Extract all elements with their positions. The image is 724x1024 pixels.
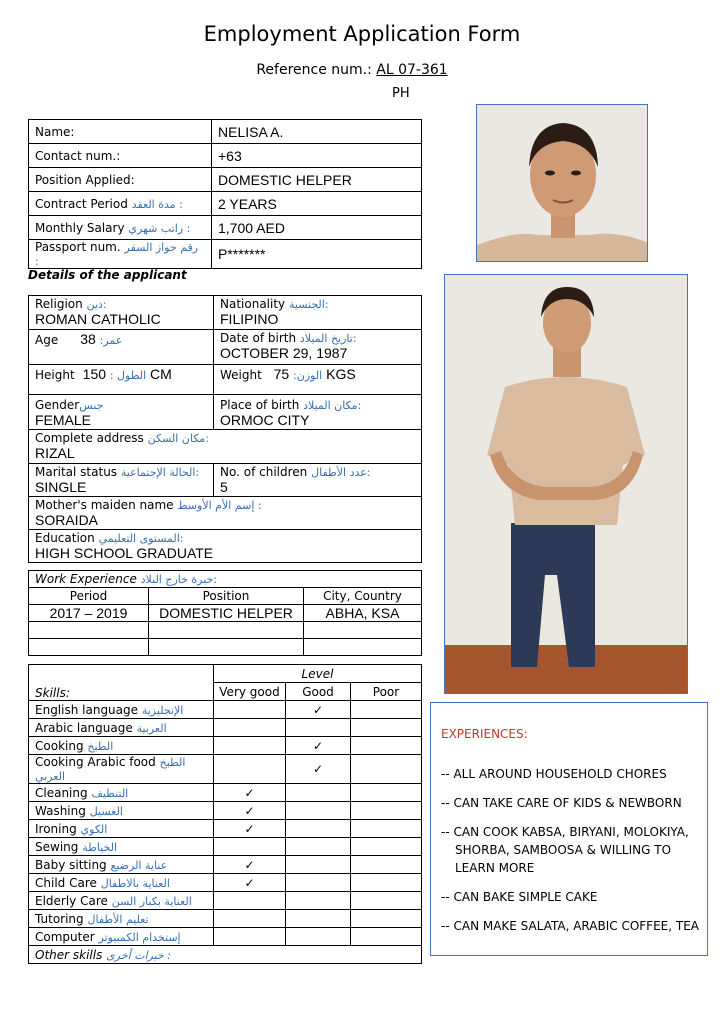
personal-info-table xyxy=(28,119,422,269)
skill-level-cell xyxy=(351,856,422,874)
experience-item: -- CAN BAKE SIMPLE CAKE xyxy=(441,890,598,904)
check-icon: ✓ xyxy=(312,738,324,753)
table-row xyxy=(29,330,422,365)
contact-label xyxy=(29,144,212,168)
skill-name-ar: التنظيف xyxy=(91,786,129,800)
work-header-text: Work Experience xyxy=(35,572,137,586)
skill-name-text: Arabic language xyxy=(35,720,133,735)
skill-name xyxy=(29,802,214,820)
gender-label: Gender xyxy=(35,398,80,412)
height-cell xyxy=(29,365,214,395)
skill-level-cell xyxy=(214,874,286,892)
experience-item: -- ALL AROUND HOUSEHOLD CHORES xyxy=(441,767,667,781)
table-row xyxy=(29,365,422,395)
skill-row xyxy=(29,838,422,856)
table-row xyxy=(29,430,422,464)
skill-level-cell xyxy=(351,838,422,856)
passport-label-ar: رقم جواز السفر : xyxy=(35,241,199,268)
age-label: Age xyxy=(35,333,59,347)
contract-label xyxy=(29,192,212,216)
other-skills-label: Other skills xyxy=(35,947,103,962)
skill-name-text: Washing xyxy=(35,803,86,818)
weight-label-ar: الوزن: xyxy=(293,369,323,382)
work-header xyxy=(29,571,422,588)
weight-label: Weight xyxy=(220,368,262,382)
skill-name-ar: الغسيل xyxy=(89,804,123,818)
age-value: 38 xyxy=(80,331,96,347)
table-row xyxy=(29,144,422,168)
skill-level-cell xyxy=(351,701,422,719)
country-code: PH xyxy=(392,86,410,101)
age-label-ar: عمر: xyxy=(99,334,123,347)
experiences-title: EXPERIENCES: xyxy=(441,727,528,741)
poor-header: Poor xyxy=(351,683,422,701)
religion-cell xyxy=(29,296,214,330)
skill-name xyxy=(29,820,214,838)
skill-row xyxy=(29,856,422,874)
age-cell xyxy=(29,330,214,365)
maiden-cell xyxy=(29,497,422,530)
table-row xyxy=(29,120,422,144)
experience-item: -- CAN MAKE SALATA, ARABIC COFFEE, TEA xyxy=(441,919,699,933)
table-row xyxy=(29,571,422,588)
good-header: Good xyxy=(286,683,351,701)
skill-level-cell xyxy=(286,910,351,928)
position-label xyxy=(29,168,212,192)
skill-name-ar: عناية الرضيع xyxy=(110,858,168,872)
address-label: Complete address xyxy=(35,431,144,445)
experiences-list xyxy=(441,765,699,935)
skill-level-cell xyxy=(214,928,286,946)
skill-row xyxy=(29,802,422,820)
nationality-value: FILIPINO xyxy=(220,311,279,327)
work-period: 2017 – 2019 xyxy=(29,605,149,622)
very-good-header: Very good xyxy=(214,683,286,701)
skill-name-ar: الخياطة xyxy=(82,840,118,854)
salary-label-text: Monthly Salary xyxy=(35,220,125,235)
table-row xyxy=(29,216,422,240)
children-cell xyxy=(214,464,422,497)
skill-level-cell xyxy=(214,784,286,802)
position-value: DOMESTIC HELPER xyxy=(212,168,422,192)
empty-cell xyxy=(304,639,422,656)
passport-label xyxy=(29,240,212,269)
address-cell xyxy=(29,430,422,464)
salary-label-ar: راتب شهري : xyxy=(128,221,191,235)
table-row xyxy=(29,530,422,563)
work-experience-table xyxy=(28,570,422,656)
passport-value: P******* xyxy=(212,240,422,269)
skill-level-cell xyxy=(351,755,422,784)
skill-name-ar: العناية بكبار السن xyxy=(111,894,192,908)
skill-level-cell xyxy=(351,784,422,802)
skill-level-cell xyxy=(286,737,351,755)
dob-cell xyxy=(214,330,422,365)
skill-level-cell xyxy=(351,874,422,892)
skill-row xyxy=(29,784,422,802)
table-row xyxy=(29,605,422,622)
dob-label: Date of birth xyxy=(220,331,297,345)
skill-name-text: Ironing xyxy=(35,821,77,836)
pob-label: Place of birth xyxy=(220,398,300,412)
skill-level-cell xyxy=(286,838,351,856)
dob-value: OCTOBER 29, 1987 xyxy=(220,345,348,361)
table-row xyxy=(29,639,422,656)
table-row xyxy=(29,665,422,683)
salary-label xyxy=(29,216,212,240)
skill-level-cell xyxy=(351,802,422,820)
skill-name-text: Tutoring xyxy=(35,911,84,926)
skill-name xyxy=(29,838,214,856)
empty-cell xyxy=(29,622,149,639)
skill-name xyxy=(29,755,214,784)
work-position: DOMESTIC HELPER xyxy=(149,605,304,622)
skill-level-cell xyxy=(286,892,351,910)
table-row xyxy=(29,464,422,497)
skill-level-cell xyxy=(214,856,286,874)
height-label-ar: الطول : xyxy=(109,369,147,382)
check-icon: ✓ xyxy=(312,762,324,776)
experience-item: -- CAN TAKE CARE OF KIDS & NEWBORN xyxy=(441,796,682,810)
skill-row xyxy=(29,820,422,838)
skill-row xyxy=(29,701,422,719)
skill-name-text: Cooking xyxy=(35,738,84,753)
empty-cell xyxy=(149,622,304,639)
position-label-text: Position Applied: xyxy=(35,172,135,187)
pob-cell xyxy=(214,395,422,430)
skill-name-ar: إستخدام الكمبيوتر xyxy=(98,930,181,944)
skill-level-cell xyxy=(214,737,286,755)
contract-value: 2 YEARS xyxy=(212,192,422,216)
experience-item: -- CAN COOK KABSA, BIRYANI, MOLOKIYA, SHORBA, SAMBOOSA & WILLING TO LEARN MORE xyxy=(441,825,689,875)
skill-name xyxy=(29,856,214,874)
maiden-value: SORAIDA xyxy=(35,512,99,528)
height-label: Height xyxy=(35,368,75,382)
skill-level-cell xyxy=(214,802,286,820)
reference-line xyxy=(0,62,704,78)
skill-name xyxy=(29,874,214,892)
contact-value: +63 xyxy=(212,144,422,168)
name-label-text: Name: xyxy=(35,124,75,139)
skill-name xyxy=(29,701,214,719)
marital-label-ar: الحالة الإجتماعية: xyxy=(120,466,200,479)
skill-level-cell xyxy=(286,820,351,838)
skill-level-cell xyxy=(214,820,286,838)
skill-name xyxy=(29,737,214,755)
education-label: Education xyxy=(35,531,95,545)
position-header: Position xyxy=(149,588,304,605)
address-value: RIZAL xyxy=(35,445,75,461)
height-value: 150 CM xyxy=(82,366,172,382)
skill-name-ar: الإنجليزية xyxy=(141,703,184,717)
skill-level-cell xyxy=(286,755,351,784)
skill-name-ar: الكوي xyxy=(80,822,108,836)
skill-name-text: Child Care xyxy=(35,875,97,890)
skill-level-cell xyxy=(351,910,422,928)
skill-level-cell xyxy=(351,737,422,755)
experiences-box xyxy=(430,702,708,956)
empty-cell xyxy=(304,622,422,639)
skill-name xyxy=(29,784,214,802)
contract-label-ar: مدة العقد : xyxy=(131,197,183,211)
headshot-illustration xyxy=(477,105,648,262)
applicant-details-table xyxy=(28,295,422,563)
skill-level-cell xyxy=(214,701,286,719)
skill-row xyxy=(29,928,422,946)
name-label xyxy=(29,120,212,144)
maiden-label: Mother's maiden name xyxy=(35,498,174,512)
other-skills-label-ar: خبرات أخرى : xyxy=(106,948,172,962)
pob-label-ar: مكان الميلاد: xyxy=(303,399,362,412)
skill-level-cell xyxy=(286,701,351,719)
reference-number: AL 07-361 xyxy=(376,62,448,78)
details-heading: Details of the applicant xyxy=(28,268,187,282)
skill-level-cell xyxy=(214,719,286,737)
reference-label: Reference num.: xyxy=(256,62,372,78)
check-icon: ✓ xyxy=(244,821,255,836)
skill-row xyxy=(29,874,422,892)
children-value: 5 xyxy=(220,479,228,495)
skill-name-text: Sewing xyxy=(35,839,79,854)
skill-row xyxy=(29,892,422,910)
check-icon: ✓ xyxy=(244,803,255,818)
check-icon: ✓ xyxy=(244,875,255,890)
skill-name xyxy=(29,719,214,737)
religion-value: ROMAN CATHOLIC xyxy=(35,311,161,327)
skill-row xyxy=(29,737,422,755)
work-location: ABHA, KSA xyxy=(304,605,422,622)
table-row xyxy=(29,192,422,216)
skill-name-ar: العناية بالاطفال xyxy=(100,876,170,890)
location-header: City, Country xyxy=(304,588,422,605)
education-value: HIGH SCHOOL GRADUATE xyxy=(35,545,214,561)
skill-name xyxy=(29,910,214,928)
skill-name-text: Elderly Care xyxy=(35,893,108,908)
headshot-photo xyxy=(476,104,648,262)
education-cell xyxy=(29,530,422,563)
period-header: Period xyxy=(29,588,149,605)
skill-row xyxy=(29,755,422,784)
pob-value: ORMOC CITY xyxy=(220,412,310,428)
contact-label-text: Contact num.: xyxy=(35,148,121,163)
skill-name xyxy=(29,928,214,946)
nationality-cell xyxy=(214,296,422,330)
passport-label-text: Passport num. xyxy=(35,240,121,254)
skill-level-cell xyxy=(351,928,422,946)
religion-label-ar: دين: xyxy=(86,298,107,311)
empty-cell xyxy=(149,639,304,656)
skill-level-cell xyxy=(214,892,286,910)
full-body-illustration xyxy=(445,275,688,694)
form-title: Employment Application Form xyxy=(203,22,521,46)
skill-name-ar: العربية xyxy=(136,721,167,735)
skill-row xyxy=(29,910,422,928)
nationality-label: Nationality xyxy=(220,297,286,311)
gender-cell xyxy=(29,395,214,430)
other-skills-row xyxy=(29,946,422,964)
skill-name-text: Computer xyxy=(35,929,95,944)
table-row xyxy=(29,296,422,330)
skill-name-text: English language xyxy=(35,702,139,717)
check-icon: ✓ xyxy=(244,785,255,800)
check-icon: ✓ xyxy=(244,857,255,872)
table-row xyxy=(29,395,422,430)
skill-name xyxy=(29,892,214,910)
nationality-label-ar: الجنسية: xyxy=(288,298,329,311)
full-body-photo xyxy=(444,274,688,694)
other-skills-cell xyxy=(29,946,422,964)
skill-level-cell xyxy=(286,802,351,820)
children-label: No. of children xyxy=(220,465,308,479)
children-label-ar: عدد الأطفال: xyxy=(311,466,371,479)
empty-cell xyxy=(29,639,149,656)
skill-level-cell xyxy=(351,892,422,910)
skills-table xyxy=(28,664,422,964)
level-label: Level xyxy=(214,665,422,683)
salary-value: 1,700 AED xyxy=(212,216,422,240)
skill-level-cell xyxy=(351,820,422,838)
skill-level-cell xyxy=(214,755,286,784)
marital-label: Marital status xyxy=(35,465,118,479)
skill-name-ar: الطبخ العربي xyxy=(35,756,186,783)
marital-value: SINGLE xyxy=(35,479,87,495)
skill-name-text: Cooking Arabic food xyxy=(35,755,156,769)
table-row xyxy=(29,168,422,192)
address-label-ar: مكان السكن: xyxy=(147,432,209,445)
religion-label: Religion xyxy=(35,297,83,311)
skills-label: Skills: xyxy=(29,665,214,701)
gender-label-ar: جنس xyxy=(79,399,104,412)
dob-label-ar: تاريخ الميلاد: xyxy=(299,332,357,345)
name-value: NELISA A. xyxy=(212,120,422,144)
weight-value: 75 KGS xyxy=(273,366,356,382)
contract-label-text: Contract Period xyxy=(35,196,128,211)
table-row xyxy=(29,588,422,605)
marital-cell xyxy=(29,464,214,497)
skill-level-cell xyxy=(351,719,422,737)
skill-name-ar: تعليم الأطفال xyxy=(87,912,149,926)
check-icon: ✓ xyxy=(312,702,324,717)
table-row xyxy=(29,240,422,269)
skill-level-cell xyxy=(286,856,351,874)
skill-row xyxy=(29,719,422,737)
table-row xyxy=(29,622,422,639)
work-header-ar: خبرة خارج البلاد: xyxy=(140,573,218,586)
education-label-ar: المستوى التعليمي: xyxy=(98,532,184,545)
skill-name-text: Baby sitting xyxy=(35,857,107,872)
skill-level-cell xyxy=(214,910,286,928)
gender-value: FEMALE xyxy=(35,412,92,428)
skill-name-ar: الطبخ xyxy=(87,739,114,753)
weight-cell xyxy=(214,365,422,395)
table-row xyxy=(29,497,422,530)
skill-level-cell xyxy=(214,838,286,856)
skill-level-cell xyxy=(286,928,351,946)
skill-level-cell xyxy=(286,874,351,892)
skill-level-cell xyxy=(286,784,351,802)
skill-level-cell xyxy=(286,719,351,737)
skill-name-text: Cleaning xyxy=(35,785,88,800)
maiden-label-ar: إسم الأم الأوسط : xyxy=(177,499,262,512)
